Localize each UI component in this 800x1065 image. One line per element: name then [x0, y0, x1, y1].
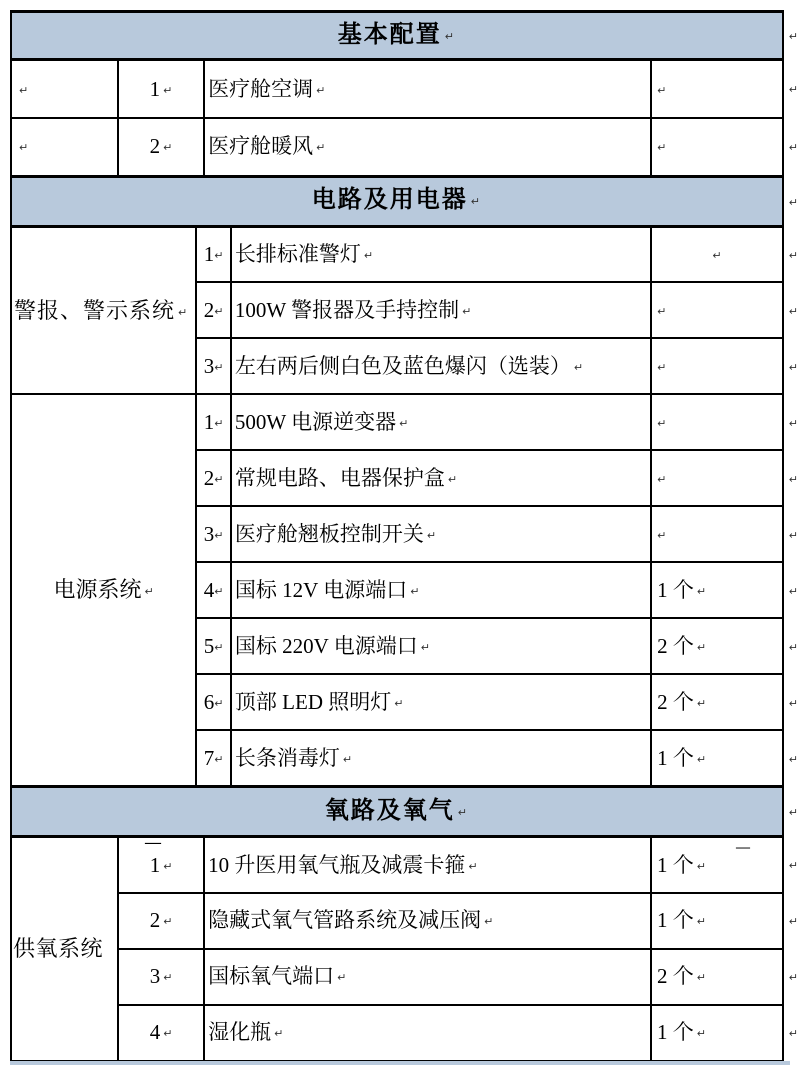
cell-description — [231, 338, 651, 394]
item-description: 长排标准警灯 — [234, 242, 361, 267]
group-label-text: 供氧系统 — [13, 936, 104, 962]
paragraph-mark: ↵ — [274, 1027, 284, 1041]
paragraph-mark: ↵ — [484, 915, 494, 929]
cell-description — [231, 562, 651, 618]
cell-quantity — [651, 338, 783, 394]
cell-description — [231, 450, 651, 506]
paragraph-mark: ↵ — [214, 640, 224, 654]
paragraph-mark: ↵ — [214, 360, 224, 374]
paragraph-mark: ↵ — [399, 416, 409, 430]
quantity-value: 2 个 — [657, 633, 694, 658]
row-number: 3 — [149, 964, 161, 989]
row-end-mark: ↵ — [788, 915, 798, 929]
row-end-cell — [783, 226, 799, 282]
cell-quantity — [651, 674, 783, 730]
row-end-mark: ↵ — [788, 696, 798, 710]
row-number: 6 — [203, 689, 215, 714]
table-row — [11, 837, 799, 893]
paragraph-mark: ↵ — [214, 249, 224, 263]
row-end-cell — [783, 450, 799, 506]
row-end-mark: ↵ — [788, 640, 798, 654]
cell-description — [231, 730, 651, 786]
row-end-mark: ↵ — [788, 360, 798, 374]
table-basic-config — [10, 10, 800, 177]
cell-number — [196, 394, 231, 450]
paragraph-mark: ↵ — [214, 696, 224, 710]
paragraph-mark: ↵ — [657, 528, 667, 542]
cell-description — [204, 837, 651, 893]
paragraph-mark: ↵ — [696, 752, 707, 766]
cell-quantity — [651, 562, 783, 618]
paragraph-mark: ↵ — [696, 640, 707, 654]
cell-quantity — [651, 618, 783, 674]
cell-number — [118, 60, 204, 118]
row-end-cell — [783, 837, 799, 893]
row-number: 1 — [149, 76, 161, 101]
header-row-electrical — [11, 176, 799, 226]
row-number: 4 — [203, 577, 215, 602]
row-end-mark: ↵ — [788, 141, 798, 155]
table-row — [11, 949, 799, 1005]
paragraph-mark: ↵ — [657, 360, 667, 374]
cell-description — [231, 674, 651, 730]
row-end-mark: ↵ — [788, 1027, 798, 1041]
cell-quantity — [651, 893, 783, 949]
paragraph-mark: ↵ — [214, 584, 224, 598]
item-description: 医疗舱暖风 — [208, 134, 314, 159]
row-number: 3 — [203, 353, 215, 378]
header-row-oxygen — [11, 787, 799, 837]
paragraph-mark: ↵ — [468, 859, 478, 873]
section-title-basic — [11, 12, 783, 60]
paragraph-mark: ↵ — [163, 83, 173, 97]
cell-number — [196, 450, 231, 506]
cell-quantity — [651, 949, 783, 1005]
quantity-value: 1 个 — [657, 577, 694, 602]
cell-description — [204, 893, 651, 949]
paragraph-mark: ↵ — [163, 141, 173, 155]
cell-quantity — [651, 450, 783, 506]
row-end-cell — [783, 730, 799, 786]
cell-number — [196, 282, 231, 338]
paragraph-mark: ↵ — [163, 859, 173, 873]
paragraph-mark: ↵ — [696, 1027, 706, 1041]
group-label-oxygen-supply — [11, 837, 118, 1061]
group-label-text: 警报、警示系统 — [14, 297, 176, 323]
paragraph-mark: ↵ — [394, 696, 404, 710]
cell-description — [204, 949, 651, 1005]
row-end-cell — [783, 674, 799, 730]
paragraph-mark: ↵ — [696, 859, 706, 873]
quantity-value: 1 个 — [657, 908, 694, 933]
paragraph-mark: ↵ — [163, 971, 173, 985]
row-end-cell — [783, 562, 799, 618]
row-number: 2 — [203, 465, 215, 490]
row-end-cell — [783, 118, 799, 176]
row-number: 4 — [149, 1020, 161, 1045]
table-row — [11, 60, 799, 118]
row-end-cell — [783, 282, 799, 338]
row-end-cell — [783, 787, 799, 837]
paragraph-mark: ↵ — [214, 416, 224, 430]
row-end-cell — [783, 949, 799, 1005]
cell-description — [231, 506, 651, 562]
spec-table-document — [10, 10, 800, 1062]
cell-number — [118, 118, 204, 176]
row-number: 2 — [149, 134, 161, 159]
cell-number — [196, 674, 231, 730]
cell-number — [118, 949, 204, 1005]
cell-quantity — [651, 506, 783, 562]
row-end-cell — [783, 338, 799, 394]
table-row — [11, 394, 799, 450]
row-end-mark: ↵ — [788, 859, 798, 873]
row-number: 2 — [149, 908, 161, 933]
paragraph-mark: ↵ — [420, 640, 430, 654]
cell-description — [204, 1005, 651, 1061]
row-number: 5 — [203, 633, 215, 658]
header-row-basic — [11, 12, 799, 60]
row-number: 1 — [203, 409, 215, 434]
item-description: 长条消毒灯 — [234, 745, 340, 770]
paragraph-mark: ↵ — [316, 83, 326, 97]
row-end-cell — [783, 506, 799, 562]
row-end-cell — [783, 618, 799, 674]
cell-description — [231, 282, 651, 338]
table-electrical — [10, 175, 800, 788]
next-section-header-partial — [10, 1061, 790, 1065]
paragraph-mark: ↵ — [457, 805, 469, 819]
paragraph-mark: ↵ — [214, 528, 224, 542]
paragraph-mark: ↵ — [696, 971, 706, 985]
cell-description — [204, 118, 651, 176]
table-row — [11, 1005, 799, 1061]
row-end-cell — [783, 1005, 799, 1061]
cell-description — [204, 60, 651, 118]
paragraph-mark: ↵ — [178, 305, 189, 319]
row-end-mark: ↵ — [788, 304, 798, 318]
paragraph-mark: ↵ — [657, 472, 667, 486]
cell-quantity — [651, 226, 783, 282]
row-number: 2 — [203, 297, 215, 322]
paragraph-mark: ↵ — [696, 696, 707, 710]
cell-number — [196, 338, 231, 394]
section-title-electrical — [11, 176, 783, 226]
item-description: 500W 电源逆变器 — [234, 409, 397, 434]
cell-number — [118, 893, 204, 949]
item-description: 医疗舱空调 — [208, 76, 314, 101]
group-label-power-system — [11, 394, 196, 786]
table-row — [11, 893, 799, 949]
row-end-mark: ↵ — [788, 971, 798, 985]
item-description: 常规电路、电器保护盒 — [234, 465, 445, 490]
row-end-mark: ↵ — [788, 752, 798, 766]
quantity-value: 2 个 — [657, 964, 694, 989]
cell-quantity — [651, 1005, 783, 1061]
paragraph-mark: ↵ — [316, 141, 326, 155]
cell-number — [196, 506, 231, 562]
row-end-mark: ↵ — [788, 416, 798, 430]
cell-number — [118, 1005, 204, 1061]
table-oxygen — [10, 785, 800, 1062]
paragraph-mark: ↵ — [573, 360, 584, 374]
item-description: 国标 220V 电源端口 — [234, 633, 418, 658]
cell-quantity — [651, 60, 783, 118]
paragraph-mark: ↵ — [337, 971, 347, 985]
stray-overline-mark: — — [736, 840, 751, 855]
item-description: 100W 警报器及手持控制 — [234, 297, 460, 322]
table-row — [11, 226, 799, 282]
cell-quantity — [651, 837, 783, 893]
paragraph-mark: ↵ — [144, 585, 154, 599]
item-description: 医疗舱翘板控制开关 — [234, 521, 424, 546]
section-title-oxygen — [11, 787, 783, 837]
paragraph-mark: ↵ — [410, 584, 420, 598]
paragraph-mark: ↵ — [447, 472, 458, 486]
row-end-cell — [783, 176, 799, 226]
cell-quantity — [651, 394, 783, 450]
row-end-cell — [783, 60, 799, 118]
group-label-alarm-system — [11, 226, 196, 394]
item-description: 顶部 LED 照明灯 — [234, 689, 392, 714]
cell-number — [196, 618, 231, 674]
cell-quantity — [651, 730, 783, 786]
paragraph-mark: ↵ — [19, 83, 29, 97]
row-number: 1 — [149, 852, 161, 877]
row-number: 1 — [203, 242, 215, 267]
paragraph-mark: ↵ — [214, 472, 224, 486]
paragraph-mark: ↵ — [696, 915, 706, 929]
row-number: 3 — [203, 521, 215, 546]
cell-description — [231, 226, 651, 282]
item-description: 隐藏式氧气管路系统及减压阀 — [208, 908, 482, 933]
table-row — [11, 118, 799, 176]
row-end-mark: ↵ — [788, 806, 798, 820]
row-end-cell — [783, 394, 799, 450]
section-title-text: 基本配置 — [337, 21, 442, 48]
quantity-value: 1 个 — [657, 745, 694, 770]
paragraph-mark: ↵ — [426, 528, 437, 542]
cell-blank — [11, 118, 118, 176]
paragraph-mark: ↵ — [657, 141, 667, 155]
paragraph-mark: ↵ — [342, 752, 353, 766]
section-title-text: 氧路及氧气 — [324, 797, 455, 824]
cell-number — [118, 837, 204, 893]
quantity-value: 1 个 — [657, 1020, 694, 1045]
cell-number — [196, 730, 231, 786]
paragraph-mark: ↵ — [657, 83, 667, 97]
cell-description — [231, 618, 651, 674]
paragraph-mark: ↵ — [214, 752, 224, 766]
stray-overline-mark: — — [145, 836, 161, 851]
paragraph-mark: ↵ — [470, 195, 482, 209]
paragraph-mark: ↵ — [696, 584, 707, 598]
row-end-mark: ↵ — [788, 248, 798, 262]
row-end-mark: ↵ — [788, 472, 798, 486]
row-end-cell — [783, 893, 799, 949]
paragraph-mark: ↵ — [163, 915, 173, 929]
paragraph-mark: ↵ — [657, 304, 667, 318]
cell-quantity — [651, 118, 783, 176]
row-end-cell — [783, 12, 799, 60]
row-end-mark: ↵ — [788, 195, 798, 209]
paragraph-mark: ↵ — [444, 29, 456, 43]
group-label-text: 电源系统 — [53, 577, 142, 603]
row-number: 7 — [203, 745, 215, 770]
item-description: 国标 12V 电源端口 — [234, 577, 408, 602]
paragraph-mark: ↵ — [363, 249, 374, 263]
paragraph-mark: ↵ — [163, 1027, 173, 1041]
paragraph-mark: ↵ — [462, 304, 472, 318]
cell-number — [196, 226, 231, 282]
section-title-text: 电路及用电器 — [311, 187, 468, 214]
paragraph-mark: ↵ — [214, 304, 224, 318]
item-description: 湿化瓶 — [208, 1020, 272, 1045]
paragraph-mark: ↵ — [657, 416, 667, 430]
item-description: 国标氧气端口 — [208, 964, 335, 989]
paragraph-mark: ↵ — [712, 249, 722, 263]
row-end-mark: ↵ — [788, 83, 798, 97]
cell-blank — [11, 60, 118, 118]
row-end-mark: ↵ — [788, 528, 798, 542]
quantity-value: 1 个 — [657, 852, 694, 877]
cell-description — [231, 394, 651, 450]
cell-quantity — [651, 282, 783, 338]
item-description: 左右两后侧白色及蓝色爆闪（选装） — [234, 353, 571, 378]
item-description: 10 升医用氧气瓶及减震卡箍 — [208, 852, 466, 877]
row-end-mark: ↵ — [788, 584, 798, 598]
cell-number — [196, 562, 231, 618]
quantity-value: 2 个 — [657, 689, 694, 714]
paragraph-mark: ↵ — [19, 141, 29, 155]
row-end-mark: ↵ — [788, 30, 798, 44]
